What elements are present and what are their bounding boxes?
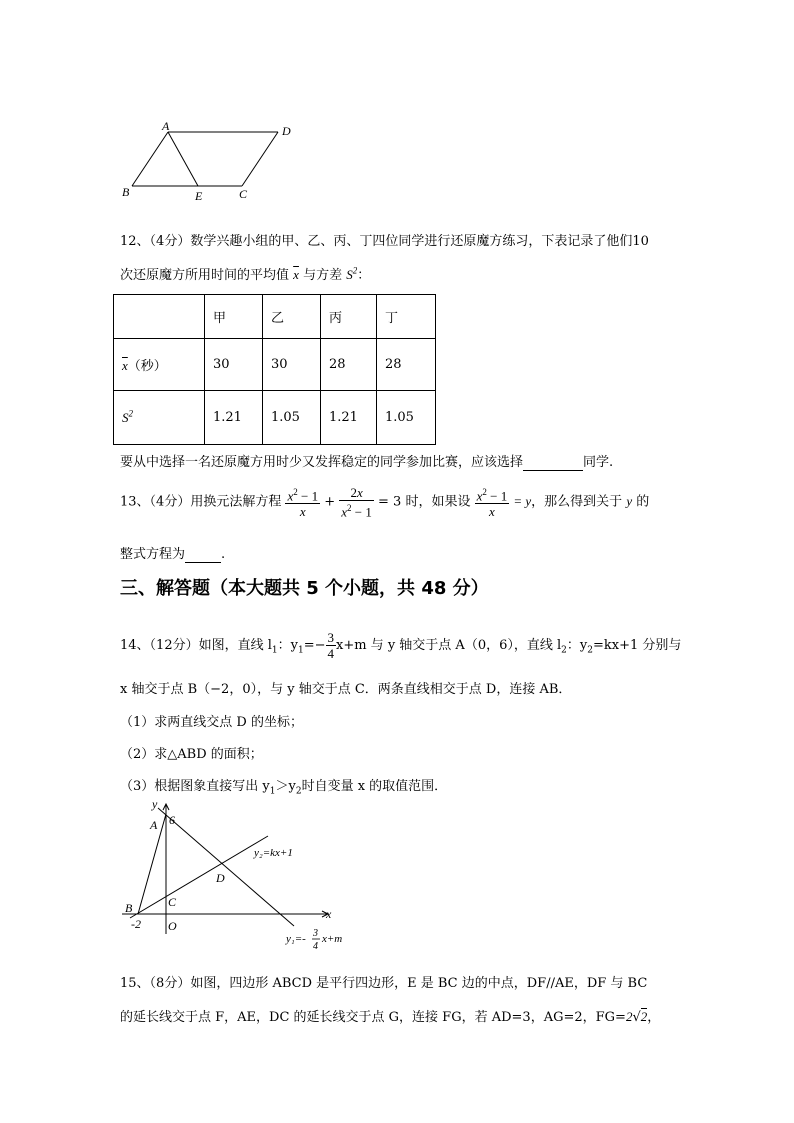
label-C: C (168, 895, 177, 909)
axis-label-x: x (326, 907, 332, 921)
q12-line2-suffix: ： (357, 268, 371, 283)
fraction-3-over-4: $\frac{3}{4}$ (327, 630, 334, 661)
table-cell: 28 (377, 339, 436, 391)
answer-blank[interactable] (185, 547, 221, 563)
label-C: C (239, 187, 248, 201)
segment-AB (132, 132, 168, 186)
q13-line2 (120, 543, 225, 563)
q14-sub3-pre: （3）根据图象直接写出 y (120, 779, 270, 794)
coordinate-figure (118, 796, 358, 952)
fraction-2x-over-x2m1: $\frac{2x}{x^2 - 1}$ (341, 485, 372, 520)
table-row (114, 391, 436, 445)
q14-line1: 14、（12分）如图，直线 $l_1$：$y_1=-$ $\frac{3}{4}$ x+m 与 y 轴交于点 A（0，6），直线 $l_2$：$y_2=kx+1$ 分别与 (120, 630, 682, 661)
table-cell: 1.05 (263, 391, 321, 445)
q14-line1-d: ：y (566, 638, 588, 653)
table-cell: 1.21 (205, 391, 263, 445)
variance-symbol: $S^2$ (122, 408, 133, 426)
q13-eq-part: = 3 时，如果设 (378, 494, 471, 510)
q13-prefix: 13、（4分）用换元法解方程 (120, 494, 282, 510)
mean-symbol: $\overline{x}$ (293, 267, 299, 282)
segment-DC (242, 132, 278, 186)
q14-line1-b: =− (303, 638, 326, 653)
line-y2 (130, 836, 268, 918)
fraction-substitution: $\frac{x^2 - 1}{x}$ (476, 487, 508, 520)
table-cell: 1.21 (321, 391, 377, 445)
q15-line1: 15、（8分）如图，四边形 ABCD 是平行四边形，E 是 BC 边的中点，DF//AE，DF 与 BC (120, 976, 648, 991)
stats-table (113, 294, 436, 445)
q12-after-pre: 要从中选择一名还原魔方用时少又发挥稳定的同学参加比赛，应该选择 (120, 455, 524, 470)
table-row-label (114, 339, 205, 391)
q14-sub3: （3）根据图象直接写出 $y_1>y_2$时自变量 x 的取值范围． (120, 779, 448, 797)
q13-line2-post: . (221, 547, 226, 562)
table-header-cell: 甲 (205, 295, 263, 339)
q12-after (120, 451, 613, 471)
label-A: A (150, 818, 158, 832)
table-cell: 30 (205, 339, 263, 391)
q12-after-post: 同学. (583, 455, 614, 470)
q13-suffix2: 的 (636, 494, 650, 510)
label-D: D (282, 124, 291, 138)
q14-line1-pre: 14、（12分）如图，直线 l (120, 638, 272, 653)
sqrt-symbol: √ (632, 1010, 641, 1025)
segment-AE (168, 132, 198, 186)
answer-blank[interactable] (523, 455, 583, 471)
variance-symbol: $S^2$ (346, 265, 358, 282)
q12-line2 (120, 264, 370, 283)
label-O: O (168, 919, 177, 933)
q15-line2-post: ， (647, 1010, 661, 1025)
table-header-cell: 丙 (321, 295, 377, 339)
seconds-unit: （秒） (127, 359, 167, 374)
label-B: B (125, 901, 133, 915)
line-y1 (158, 808, 294, 926)
label-y1-eq-pre: y₁=- (286, 933, 306, 945)
table-cell: 28 (321, 339, 377, 391)
label-minus2: -2 (131, 917, 141, 931)
q13-var-y: y (626, 493, 633, 509)
label-6: 6 (169, 813, 175, 827)
q13-eq-y: = y (513, 493, 532, 509)
q14-line1-c: x+m 与 y 轴交于点 A（0，6），直线 l (336, 638, 562, 653)
q13-suffix: ，那么得到关于 (531, 494, 623, 510)
label-D: D (216, 871, 225, 885)
fraction-x2m1-over-x: $\frac{x^2 - 1}{x}$ (287, 487, 319, 520)
table-header-cell: 乙 (263, 295, 321, 339)
table-cell: 30 (263, 339, 321, 391)
q13-line2-pre: 整式方程为 (120, 547, 186, 562)
section-3-heading: 三、解答题（本大题共 5 个小题，共 48 分） (120, 578, 489, 599)
table-header-cell (114, 295, 205, 339)
q15-radicand: 2 (640, 1009, 648, 1024)
q14-sub3-gt: ＞y (275, 779, 296, 794)
mean-symbol: $\overline{x}$ (122, 358, 128, 373)
q13-line1: 13、（4分）用换元法解方程 $\frac{x^2 - 1}{x}$ + $\frac{2x}{x^2 - 1}$ = 3 时，如果设 $\frac{x^2 - 1}{x}$ = y，那么得到关于 y 的 (120, 485, 650, 520)
parallelogram-figure (118, 118, 308, 208)
label-E: E (195, 189, 203, 203)
table-cell: 1.05 (377, 391, 436, 445)
q15-line2 (120, 1006, 660, 1025)
q14-sub3-post: 时自变量 x 的取值范围． (301, 779, 448, 794)
label-y2-eq: y₂=kx+1 (254, 847, 293, 859)
q14-line2: x 轴交于点 B（−2，0），与 y 轴交于点 C．两条直线相交于点 D，连接 AB． (120, 682, 572, 697)
q15-line2-pre: 的延长线交于点 F，AE，DC 的延长线交于点 G，连接 FG，若 AD=3，AG=2，FG= (120, 1010, 626, 1025)
q15-coef-two: 2 (625, 1009, 633, 1024)
label-B: B (122, 185, 130, 199)
q14-sub1: （1）求两直线交点 D 的坐标； (120, 715, 303, 730)
label-y1-eq-post: x+m (322, 933, 343, 945)
q14-line1-e: =kx+1 分别与 (592, 638, 682, 653)
label-A: A (162, 119, 170, 133)
label-y1-four: 4 (313, 941, 318, 952)
axis-label-y: y (152, 797, 158, 811)
q12-line2-prefix: 次还原魔方所用时间的平均值 (120, 268, 290, 283)
q12-line1: 12、（4分）数学兴趣小组的甲、乙、丙、丁四位同学进行还原魔方练习，下表记录了他们10 (120, 234, 649, 249)
label-y1-three: 3 (313, 928, 318, 939)
table-row-label (114, 391, 205, 445)
q14-sub2: （2）求△ABD 的面积； (120, 747, 263, 762)
table-header-row (114, 295, 436, 339)
q12-line2-mid: 与方差 (303, 268, 343, 283)
table-row (114, 339, 436, 391)
table-header-cell: 丁 (377, 295, 436, 339)
q14-line1-a: ：y (277, 638, 298, 653)
